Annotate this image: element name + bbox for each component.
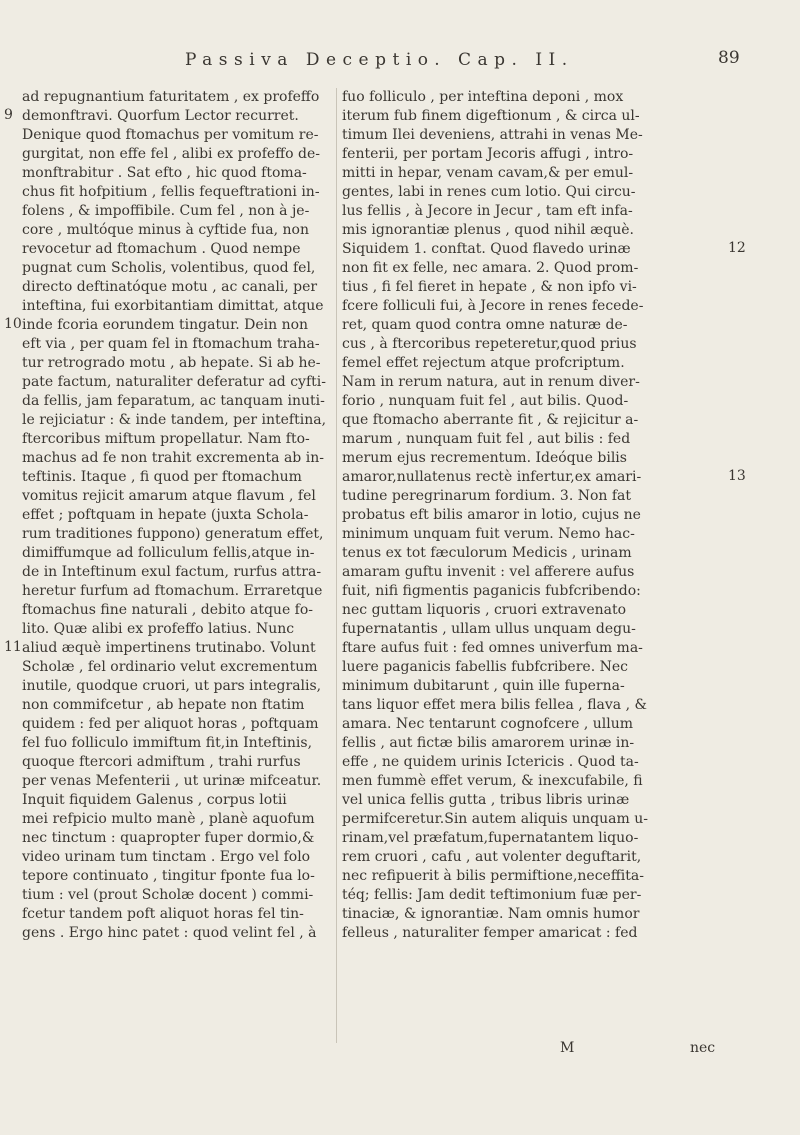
text-line: mis ignorantiæ plenus , quod nihil æquè. <box>342 222 634 238</box>
text-line: fcetur tandem poft aliquot horas fel tin- <box>22 906 304 922</box>
text-line: nec tinctum : quapropter fuper dormio,& <box>22 830 315 846</box>
text-line: minimum dubitarunt , quin ille fuperna- <box>342 678 625 694</box>
text-line: téq; fellis: Jam dedit teftimonium fuæ per- <box>342 887 642 903</box>
margin-number-9: 9 <box>4 107 13 123</box>
text-line: effe , ne quidem urinis Ictericis . Quod ta- <box>342 754 639 770</box>
text-line: forio , nunquam fuit fel , aut bilis. Quod- <box>342 393 629 409</box>
text-line: video urinam tum tinctam . Ergo vel folo <box>22 849 311 865</box>
text-line: inteftina, fui exorbitantiam dimittat, atque <box>22 298 324 314</box>
right-column <box>342 88 722 943</box>
text-line: chus fit hofpitium , fellis fequeftrationi in- <box>22 184 320 200</box>
text-line: marum , nunquam fuit fel , aut bilis : fed <box>342 431 631 447</box>
text-line: fenterii, per portam Jecoris affugi , intro- <box>342 146 634 162</box>
text-line: timum Ilei deveniens, attrahi in venas Me- <box>342 127 643 143</box>
text-line: probatus eft bilis amaror in lotio, cujus ne <box>342 507 641 523</box>
text-line: tans liquor effet mera bilis fellea , flava , & <box>342 697 647 713</box>
text-line: fupernatantis , ullam ullus unquam degu- <box>342 621 636 637</box>
text-line: demonftravi. Quorfum Lector recurret. <box>22 108 299 124</box>
text-line: heretur furfum ad ftomachum. Erraretque <box>22 583 323 599</box>
text-line: tur retrogrado motu , ab hepate. Si ab he- <box>22 355 321 371</box>
text-line: ad repugnantium faturitatem , ex profeffo <box>22 89 320 105</box>
text-line: gurgitat, non effe fel , alibi ex profeffo de- <box>22 146 320 162</box>
text-line: femel effet rejectum atque profcriptum. <box>342 355 625 371</box>
text-line: pate factum, naturaliter deferatur ad cyfti- <box>22 374 326 390</box>
margin-number-13: 13 <box>728 468 746 484</box>
text-line: machus ad fe non trahit excrementa ab in- <box>22 450 324 466</box>
text-line: rem cruori , cafu , aut volenter deguftarit, <box>342 849 642 865</box>
text-line: non fit ex felle, nec amara. 2. Quod prom- <box>342 260 639 276</box>
text-line: per venas Mefenterii , ut urinæ mifceatur. <box>22 773 322 789</box>
text-line: amaror,nullatenus rectè infertur,ex amari- <box>342 469 642 485</box>
text-line: fcere folliculi fui, à Jecore in renes fecede- <box>342 298 644 314</box>
text-line: Inquit fiquidem Galenus , corpus lotii <box>22 792 287 808</box>
text-line: aliud æquè impertinens trutinabo. Volunt <box>22 640 316 656</box>
text-line: ftomachus fine naturali , debito atque fo- <box>22 602 314 618</box>
page-number: 89 <box>718 48 740 68</box>
column-divider <box>336 88 337 1043</box>
text-line: tium : vel (prout Scholæ docent ) commi- <box>22 887 314 903</box>
text-line: inde fcoria eorundem tingatur. Dein non <box>22 317 309 333</box>
text-line: mitti in hepar, venam cavam,& per emul- <box>342 165 634 181</box>
text-line: Siquidem 1. conftat. Quod flavedo urinæ <box>342 241 631 257</box>
text-line: eft via , per quam fel in ftomachum traha- <box>22 336 320 352</box>
margin-number-12: 12 <box>728 240 746 256</box>
text-line: dimiffumque ad folliculum fellis,atque in- <box>22 545 315 561</box>
text-line: minimum unquam fuit verum. Nemo hac- <box>342 526 635 542</box>
margin-number-11: 11 <box>4 639 22 655</box>
text-line: Nam in rerum natura, aut in renum diver- <box>342 374 640 390</box>
text-line: amara. Nec tentarunt cognofcere , ullum <box>342 716 634 732</box>
text-line: tius , fi fel fieret in hepate , & non ipfo vi- <box>342 279 637 295</box>
text-line: le rejiciatur : & inde tandem, per inteftina, <box>22 412 327 428</box>
text-line: gentes, labi in renes cum lotio. Qui circu- <box>342 184 636 200</box>
text-line: pugnat cum Scholis, volentibus, quod fel, <box>22 260 316 276</box>
text-line: tudine peregrinarum fordium. 3. Non fat <box>342 488 632 504</box>
text-line: ftercoribus miftum propellatur. Nam fto- <box>22 431 310 447</box>
text-line: de in Inteftinum exul factum, rurfus attra- <box>22 564 322 580</box>
text-line: vomitus rejicit amarum atque flavum , fel <box>22 488 316 504</box>
text-line: rinam,vel præfatum,fupernatantem liquo- <box>342 830 639 846</box>
text-line: rum traditiones fuppono) generatum effet, <box>22 526 324 542</box>
text-line: lus fellis , à Jecore in Jecur , tam eft infa- <box>342 203 633 219</box>
text-line: directo deftinatóque motu , ac canali, per <box>22 279 318 295</box>
text-line: inutile, quodque cruori, ut pars integralis, <box>22 678 322 694</box>
text-line: amaram guftu invenit : vel afferere aufus <box>342 564 635 580</box>
text-line: revocetur ad ftomachum . Quod nempe <box>22 241 301 257</box>
catchword: nec <box>690 1040 716 1056</box>
text-line: monftrabitur . Sat efto , hic quod ftoma- <box>22 165 307 181</box>
margin-number-10: 10 <box>4 316 22 332</box>
text-line: core , multóque minus à cyftide fua, non <box>22 222 309 238</box>
text-line: cus , à ftercoribus repeteretur,quod prius <box>342 336 637 352</box>
signature-mark: M <box>560 1040 575 1056</box>
text-line: iterum fub finem digeftionum , & circa ul- <box>342 108 640 124</box>
text-line: Denique quod ftomachus per vomitum re- <box>22 127 319 143</box>
text-line: tenus ex tot fæculorum Medicis , urinam <box>342 545 632 561</box>
text-line: luere paganicis fabellis fubfcribere. Nec <box>342 659 628 675</box>
text-line: folens , & impoffibile. Cum fel , non à je- <box>22 203 310 219</box>
text-line: da fellis, jam feparatum, ac tanquam inuti- <box>22 393 325 409</box>
left-column <box>22 88 328 943</box>
text-line: tepore continuato , tingitur fponte fua lo- <box>22 868 315 884</box>
text-line: fuo folliculo , per inteftina deponi , mox <box>342 89 624 105</box>
text-line: quoque ftercori admiftum , trahi rurfus <box>22 754 301 770</box>
running-title: Passiva Deceptio. Cap. II. <box>185 50 574 70</box>
text-line: felleus , naturaliter femper amaricat : fed <box>342 925 638 941</box>
text-line: teftinis. Itaque , fi quod per ftomachum <box>22 469 302 485</box>
text-line: effet ; poftquam in hepate (juxta Schola- <box>22 507 309 523</box>
text-line: gens . Ergo hinc patet : quod velint fel , à <box>22 925 317 941</box>
text-line: nec guttam liquoris , cruori extravenato <box>342 602 627 618</box>
text-line: fel fuo folliculo immiftum fit,in Inteftinis, <box>22 735 313 751</box>
text-line: nec refipuerit à bilis permiftione,neceffita- <box>342 868 644 884</box>
text-line: tinaciæ, & ignorantiæ. Nam omnis humor <box>342 906 640 922</box>
text-line: lito. Quæ alibi ex profeffo latius. Nunc <box>22 621 295 637</box>
text-line: vel unica fellis gutta , tribus libris urinæ <box>342 792 630 808</box>
text-line: fellis , aut fictæ bilis amarorem urinæ in- <box>342 735 635 751</box>
text-line: permifceretur.Sin autem aliquis unquam u- <box>342 811 648 827</box>
text-line: Scholæ , fel ordinario velut excrementum <box>22 659 318 675</box>
text-line: mei refpicio multo manè , planè aquofum <box>22 811 315 827</box>
text-line: ftare aufus fuit : fed omnes univerfum ma- <box>342 640 643 656</box>
text-line: merum ejus recrementum. Ideóque bilis <box>342 450 627 466</box>
text-line: non commifcetur , ab hepate non ftatim <box>22 697 305 713</box>
text-line: ret, quam quod contra omne naturæ de- <box>342 317 628 333</box>
text-line: que ftomacho aberrante fit , & rejicitur a- <box>342 412 639 428</box>
text-line: quidem : fed per aliquot horas , poftquam <box>22 716 319 732</box>
text-line: fuit, nifi figmentis paganicis fubfcribendo: <box>342 583 641 599</box>
text-line: men fummè effet verum, & inexcufabile, fi <box>342 773 643 789</box>
